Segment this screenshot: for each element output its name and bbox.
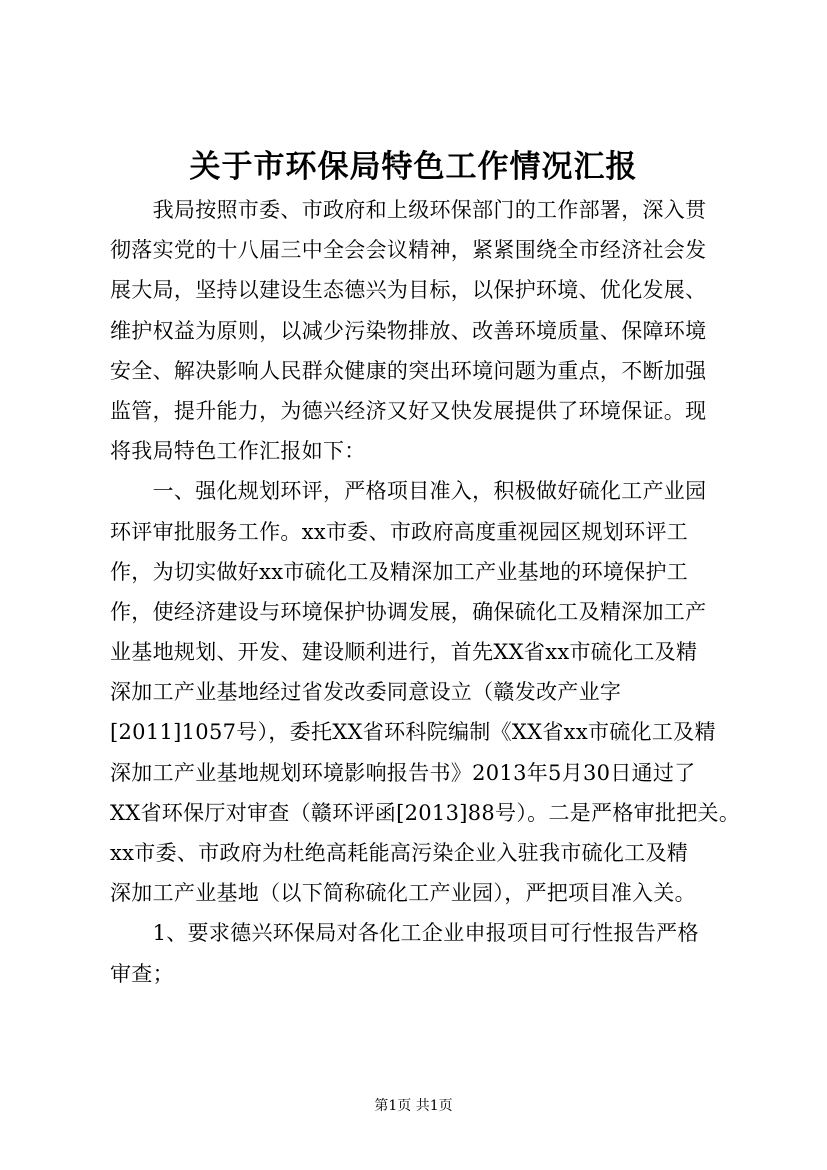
body-line: xx市委、市政府为杜绝高耗能高污染企业入驻我市硫化工及精	[110, 841, 689, 865]
body-line: XX省环保厅对审查（赣环评函[2013]88号）。二是严格审批把关。	[110, 800, 741, 825]
page-footer: 第1页 共1页	[374, 1098, 453, 1114]
body-line: 环评审批服务工作。xx市委、市政府高度重视园区规划环评工	[110, 519, 689, 544]
body-line: 作，使经济建设与环境保护协调发展，确保硫化工及精深加工产	[110, 599, 707, 624]
body-line: 监管，提升能力，为德兴经济又好又快发展提供了环境保证。现	[110, 398, 707, 423]
body-line: 彻落实党的十八届三中全会会议精神，紧紧围绕全市经济社会发	[110, 238, 707, 263]
body-line: 维护权益为原则，以减少污染物排放、改善环境质量、保障环境	[110, 318, 707, 343]
body-line: 一、强化规划环评，严格项目准入，积极做好硫化工产业园	[110, 479, 707, 504]
body-line: 将我局特色工作汇报如下：	[110, 439, 366, 464]
document-body	[110, 190, 741, 994]
body-line: [2011]1057号），委托XX省环科院编制《XX省xx市硫化工及精	[110, 720, 716, 745]
body-line: 安全、解决影响人民群众健康的突出环境问题为重点，不断加强	[110, 358, 707, 383]
document-title: 关于市环保局特色工作情况汇报	[189, 149, 638, 185]
body-line: 审查；	[110, 961, 174, 986]
body-line: 深加工产业基地规划环境影响报告书》2013年5月30日通过了	[110, 760, 696, 785]
body-line: 1、要求德兴环保局对各化工企业申报项目可行性报告严格	[110, 921, 699, 946]
body-line: 作，为切实做好xx市硫化工及精深加工产业基地的环境保护工	[110, 559, 689, 584]
body-line: 深加工产业基地经过省发改委同意设立（赣发改产业字	[110, 680, 622, 705]
body-line: 业基地规划、开发、建设顺利进行，首先XX省xx市硫化工及精	[110, 640, 698, 665]
body-line: 我局按照市委、市政府和上级环保部门的工作部署，深入贯	[110, 198, 707, 222]
body-line: 深加工产业基地（以下简称硫化工产业园），严把项目准入关。	[110, 881, 696, 906]
body-line: 展大局，坚持以建设生态德兴为目标，以保护环境、优化发展、	[110, 278, 707, 303]
